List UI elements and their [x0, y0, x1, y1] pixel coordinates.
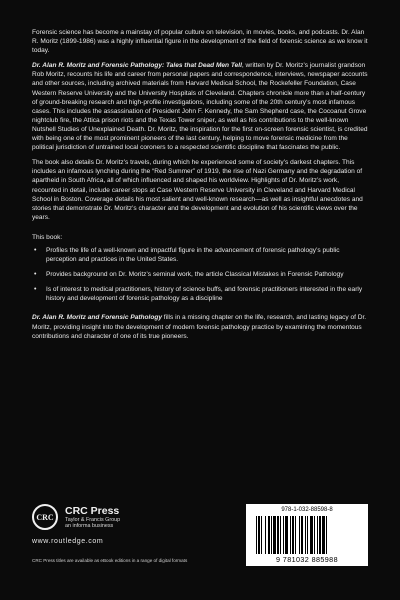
- publisher-logo: [32, 504, 172, 554]
- feature-list: [32, 246, 368, 303]
- list-item: • Provides background on Dr. Moritz’s seminal work, the article Classical Mistakes in Forensic Pathology: [34, 271, 344, 279]
- closing-title-lead: Dr. Alan R. Moritz and Forensic Pathology: [32, 314, 162, 322]
- ebook-note: CRC Press titles are available as eBook editions in a range of digital formats: [32, 558, 188, 563]
- isbn-text: 978-1-032-88598-8: [281, 507, 333, 513]
- bullet-icon: •: [34, 271, 37, 279]
- publisher-business: an informa business: [65, 523, 114, 529]
- paragraph-intro: Forensic science has become a mainstay of popular culture on television, in movies, books, and podcasts. Dr. Alan R. Moritz (1899-1986) was a highly influential figure in the development of the field of forensic science as we know it today.: [32, 29, 368, 55]
- publisher-name: CRC Press: [65, 505, 120, 517]
- cover-footer: [32, 504, 368, 594]
- barcode-icon: [256, 516, 358, 554]
- barcode-digits: 9 781032 885988: [276, 555, 338, 564]
- bullet-icon: •: [34, 286, 37, 294]
- list-item: • Is of interest to medical practitioners, history of science buffs, and forensic practitioners interested in the early history and development of forensic pathology as a discipline: [34, 286, 363, 303]
- paragraph-book-summary: [32, 61, 368, 152]
- list-item: • Profiles the life of a well-known and impactful figure in the advancement of forensic pathology’s public perception and practices in the United States.: [34, 246, 340, 264]
- paragraph-closing: [32, 313, 368, 340]
- barcode-box: [246, 504, 368, 566]
- paragraph-travels: The book also details Dr. Moritz’s travels, during which he experienced some of society’s darkest chapters. This includes an infamous lynching during the “Red Summer” of 1919, the rise of Nazi Germany and the degradation of apartheid in South Africa, all of which influenced and shaped his worldview. Highlights of Dr. Moritz’s work, recounted in detail, include career stops at Case Western Reserve University in Cleveland and Harvard Medical School in Boston. Coverage details his most salient and well-known research—as well as insightful anecdotes and stories that demonstrate Dr. Moritz’s character and the development and evolution of his scientific views over the years.: [32, 159, 363, 221]
- closing-text: fills in a missing chapter on the life, research, and lasting legacy of Dr. Moritz, providing insight into the development of modern forensic pathology practice by examining the momentous contributions and character of one of its true pioneers.: [32, 314, 367, 340]
- crc-logo-icon: CRC: [32, 504, 58, 530]
- publisher-group: Taylor & Francis Group: [65, 517, 121, 523]
- summary-text: , written by Dr. Moritz’s journalist grandson Rob Moritz, recounts his life and career from personal papers and correspondence, interviews, newspaper accounts and other sources, including archived materials from Harvard Medical School, the Rockefeller Foundation, Case Western Reserve University and the University Hospitals of Cleveland. Chapters chronicle more than a half-century of ground-breaking research and high-profile investigations, including some of the 20th century’s most infamous cases. This includes the assassination of President John F. Kennedy, the Sam Shepherd case, the Cocoanut Grove nightclub fire, the Attica prison riots and the Texas Tower sniper, as well as his contributions to the well-known Nutshell Studies of Unexplained Death. Dr. Moritz, the inspiration for the first on-screen forensic scientist, is credited with being one of the most prominent pioneers of the last century, helping to move forensic medicine from the political jurisdiction of untrained local coroners to a respected scientific discipline that fascinates the public.: [32, 62, 368, 152]
- publisher-url: www.routledge.com: [32, 538, 104, 545]
- bullet-icon: •: [34, 246, 37, 254]
- list-intro: This book:: [32, 233, 63, 241]
- book-title-lead: Dr. Alan R. Moritz and Forensic Pathology: Tales that Dead Men Tell: [32, 62, 242, 70]
